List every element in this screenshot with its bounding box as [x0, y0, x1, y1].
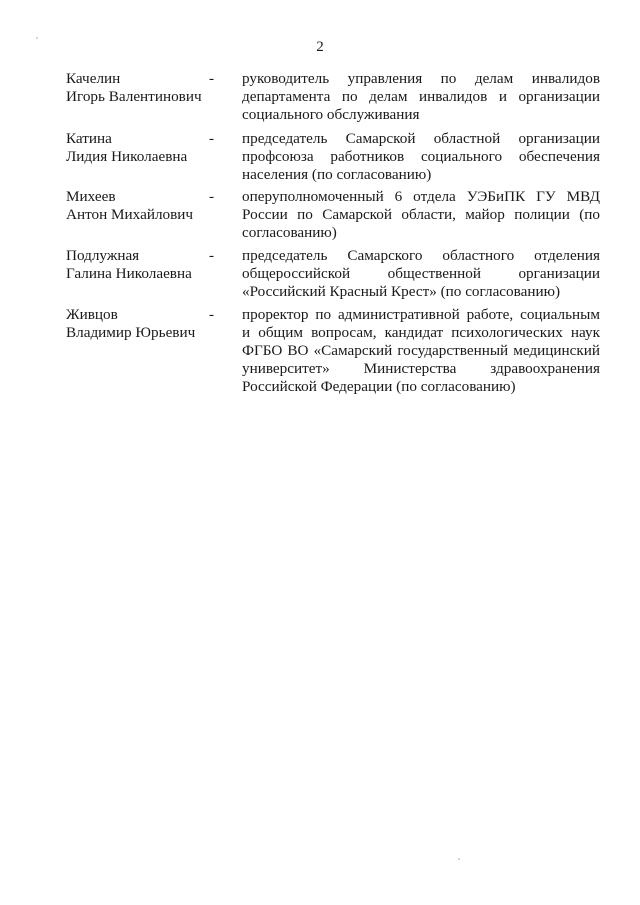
- position-line: социального обслуживания: [242, 106, 420, 123]
- member-surname: Качелин: [66, 70, 121, 87]
- position-line: оперуполномоченный 6 отдела УЭБиПК ГУ МВД: [242, 188, 600, 205]
- position-line: департамента по делам инвалидов и организации: [242, 88, 600, 105]
- separator-dash: -: [209, 247, 215, 264]
- member-surname: Подлужная: [66, 247, 140, 264]
- member-given-names: Лидия Николаевна: [66, 148, 188, 165]
- position-line: России по Самарской области, майор полиции (по: [242, 206, 600, 223]
- position-line: председатель Самарского областного отделения: [242, 247, 600, 264]
- member-surname: Михеев: [66, 188, 116, 205]
- member-surname: Живцов: [66, 306, 118, 323]
- member-position: [242, 247, 600, 301]
- position-line: и общим вопросам, кандидат психологических наук: [242, 324, 600, 341]
- separator-dash: -: [209, 130, 215, 147]
- member-position: [242, 130, 600, 184]
- member-entry: [66, 70, 606, 124]
- member-entry: [66, 188, 606, 242]
- member-position: [242, 306, 600, 396]
- page-number: 2: [316, 39, 324, 55]
- separator-dash: -: [209, 70, 215, 87]
- position-line: ФГБО ВО «Самарский государственный медицинский: [242, 342, 600, 359]
- position-line: согласованию): [242, 224, 337, 241]
- member-name: [66, 247, 208, 301]
- scan-speck: [458, 858, 460, 860]
- member-given-names: Владимир Юрьевич: [66, 324, 196, 341]
- position-line: руководитель управления по делам инвалидов: [242, 70, 600, 87]
- member-name: [66, 188, 208, 242]
- position-line: Российской Федерации (по согласованию): [242, 378, 516, 395]
- position-line: «Российский Красный Крест» (по согласованию): [242, 283, 561, 300]
- member-entry: [66, 306, 606, 396]
- position-line: общероссийской общественной организации: [242, 265, 600, 282]
- member-surname: Катина: [66, 130, 112, 147]
- position-line: проректор по административной работе, социальным: [242, 306, 600, 323]
- member-entry: [66, 130, 606, 184]
- member-given-names: Галина Николаевна: [66, 265, 192, 282]
- position-line: университет» Министерства здравоохранения: [242, 360, 600, 377]
- member-name: [66, 306, 208, 396]
- member-entry: [66, 247, 606, 301]
- member-position: [242, 188, 600, 242]
- member-name: [66, 130, 208, 184]
- member-name: [66, 70, 208, 124]
- position-line: профсоюза работников социального обеспечения: [242, 148, 600, 165]
- position-line: населения (по согласованию): [242, 166, 432, 183]
- separator-dash: -: [209, 188, 215, 205]
- member-given-names: Антон Михайлович: [66, 206, 194, 223]
- separator-dash: -: [209, 306, 215, 323]
- scan-speck: [36, 37, 38, 39]
- position-line: председатель Самарской областной организации: [242, 130, 600, 147]
- member-given-names: Игорь Валентинович: [66, 88, 202, 105]
- member-position: [242, 70, 600, 124]
